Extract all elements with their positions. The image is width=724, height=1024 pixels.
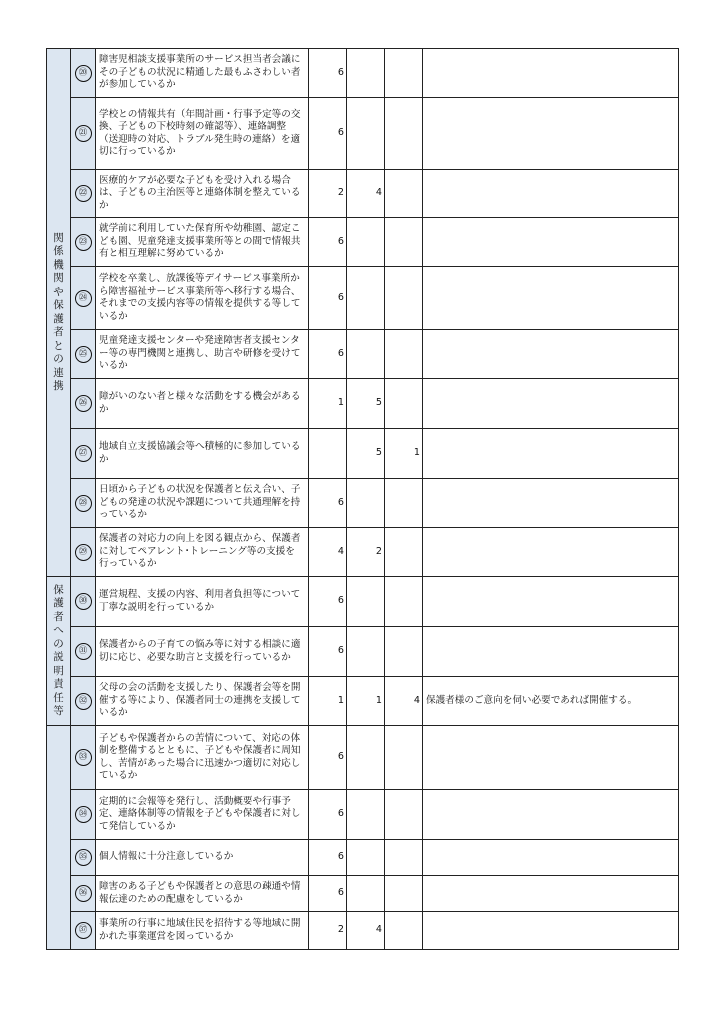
question-text: 学校との情報共有（年間計画・行事予定等の交換、子どもの下校時刻の確認等）、連絡調整（送迎時の対応、トラブル発生時の連絡）を適切に行っているか — [96, 98, 309, 170]
count-no — [385, 627, 423, 677]
item-number-cell — [71, 677, 96, 726]
count-yes: 6 — [309, 218, 347, 267]
improvement-note — [423, 479, 679, 528]
item-number-cell — [71, 49, 96, 98]
count-no: 4 — [385, 677, 423, 726]
question-text: 地域自立支援協議会等へ積極的に参加しているか — [96, 429, 309, 479]
count-yes: 6 — [309, 726, 347, 790]
item-number-cell — [71, 170, 96, 218]
section-label — [47, 49, 71, 577]
item-number-cell — [71, 330, 96, 379]
table-row — [47, 876, 679, 912]
table-row — [47, 840, 679, 876]
table-row — [47, 267, 679, 330]
count-neutral — [347, 49, 385, 98]
count-yes — [309, 429, 347, 479]
question-text: 事業所の行事に地域住民を招待する等地域に開かれた事業運営を図っているか — [96, 912, 309, 950]
item-number: ㉚ — [75, 593, 92, 610]
item-number: ㉔ — [75, 290, 92, 307]
count-yes: 6 — [309, 577, 347, 627]
improvement-note — [423, 726, 679, 790]
count-yes: 2 — [309, 912, 347, 950]
improvement-note — [423, 170, 679, 218]
count-no — [385, 528, 423, 577]
count-neutral — [347, 840, 385, 876]
question-text: 運営規程、支援の内容、利用者負担等について丁寧な説明を行っているか — [96, 577, 309, 627]
question-text: 障がいのない者と様々な活動をする機会があるか — [96, 379, 309, 429]
count-no — [385, 876, 423, 912]
item-number-cell — [71, 577, 96, 627]
item-number-cell — [71, 790, 96, 840]
item-number: ㉜ — [75, 693, 92, 710]
count-no — [385, 912, 423, 950]
count-no — [385, 98, 423, 170]
table-row — [47, 49, 679, 98]
count-neutral — [347, 479, 385, 528]
table-row — [47, 170, 679, 218]
item-number-cell — [71, 479, 96, 528]
count-no — [385, 577, 423, 627]
count-neutral — [347, 218, 385, 267]
count-yes: 6 — [309, 267, 347, 330]
count-neutral: 4 — [347, 170, 385, 218]
question-text: 日頃から子どもの状況を保護者と伝え合い、子どもの発達の状況や課題について共通理解を持っているか — [96, 479, 309, 528]
count-neutral — [347, 627, 385, 677]
count-yes: 4 — [309, 528, 347, 577]
count-no — [385, 479, 423, 528]
table-row — [47, 726, 679, 790]
item-number: ㊲ — [75, 922, 92, 939]
improvement-note — [423, 912, 679, 950]
question-text: 個人情報に十分注意しているか — [96, 840, 309, 876]
table-row — [47, 98, 679, 170]
item-number-cell — [71, 876, 96, 912]
table-row — [47, 330, 679, 379]
table-row — [47, 677, 679, 726]
improvement-note — [423, 267, 679, 330]
question-text: 障害児相談支援事業所のサービス担当者会議にその子どもの状況に精通した最もふさわしい者が参加しているか — [96, 49, 309, 98]
table-row — [47, 429, 679, 479]
section-label-text: 関係機関や保護者との連携 — [53, 231, 64, 392]
count-yes: 6 — [309, 98, 347, 170]
question-text: 就学前に利用していた保育所や幼稚園、認定こども園、児童発達支援事業所等との間で情報共有と相互理解に努めているか — [96, 218, 309, 267]
improvement-note — [423, 627, 679, 677]
improvement-note — [423, 379, 679, 429]
item-number: ㉝ — [75, 749, 92, 766]
count-neutral — [347, 876, 385, 912]
count-yes: 6 — [309, 479, 347, 528]
item-number-cell — [71, 429, 96, 479]
item-number-cell — [71, 912, 96, 950]
item-number: ㉛ — [75, 643, 92, 660]
count-neutral — [347, 267, 385, 330]
table-row — [47, 379, 679, 429]
question-text: 定期的に会報等を発行し、活動概要や行事予定、連絡体制等の情報を子どもや保護者に対して発信しているか — [96, 790, 309, 840]
section-label — [47, 577, 71, 726]
item-number-cell — [71, 726, 96, 790]
item-number-cell — [71, 840, 96, 876]
count-no — [385, 379, 423, 429]
improvement-note — [423, 49, 679, 98]
improvement-note: 保護者様のご意向を伺い必要であれば開催する。 — [423, 677, 679, 726]
count-yes: 6 — [309, 876, 347, 912]
improvement-note — [423, 577, 679, 627]
count-yes: 2 — [309, 170, 347, 218]
improvement-note — [423, 840, 679, 876]
improvement-note — [423, 218, 679, 267]
item-number: ㉟ — [75, 849, 92, 866]
table-row — [47, 627, 679, 677]
count-no: 1 — [385, 429, 423, 479]
table-row — [47, 577, 679, 627]
improvement-note — [423, 429, 679, 479]
question-text: 医療的ケアが必要な子どもを受け入れる場合は、子どもの主治医等と連絡体制を整えているか — [96, 170, 309, 218]
item-number: ㉖ — [75, 395, 92, 412]
question-text: 父母の会の活動を支援したり、保護者会等を開催する等により、保護者同士の連携を支援しているか — [96, 677, 309, 726]
table-row — [47, 790, 679, 840]
count-neutral: 5 — [347, 379, 385, 429]
count-yes: 1 — [309, 677, 347, 726]
count-no — [385, 218, 423, 267]
count-neutral — [347, 577, 385, 627]
item-number: ㊱ — [75, 885, 92, 902]
item-number-cell — [71, 267, 96, 330]
evaluation-table — [46, 48, 679, 950]
count-neutral — [347, 330, 385, 379]
item-number: ㉙ — [75, 544, 92, 561]
count-neutral: 5 — [347, 429, 385, 479]
section-label-text: 保護者への説明責任等 — [53, 583, 64, 717]
item-number: ⑳ — [75, 65, 92, 82]
table-row — [47, 912, 679, 950]
question-text: 児童発達支援センターや発達障害者支援センター等の専門機関と連携し、助言や研修を受けているか — [96, 330, 309, 379]
item-number: ㉑ — [75, 125, 92, 142]
count-yes: 6 — [309, 49, 347, 98]
count-yes: 6 — [309, 790, 347, 840]
improvement-note — [423, 528, 679, 577]
item-number-cell — [71, 528, 96, 577]
item-number-cell — [71, 379, 96, 429]
improvement-note — [423, 790, 679, 840]
count-yes: 1 — [309, 379, 347, 429]
table-row — [47, 218, 679, 267]
count-no — [385, 267, 423, 330]
table-row — [47, 479, 679, 528]
item-number-cell — [71, 627, 96, 677]
count-no — [385, 170, 423, 218]
section-label — [47, 726, 71, 950]
count-no — [385, 840, 423, 876]
count-neutral — [347, 98, 385, 170]
question-text: 保護者からの子育ての悩み等に対する相談に適切に応じ、必要な助言と支援を行っているか — [96, 627, 309, 677]
item-number: ㉗ — [75, 445, 92, 462]
improvement-note — [423, 876, 679, 912]
count-neutral: 4 — [347, 912, 385, 950]
count-no — [385, 49, 423, 98]
count-no — [385, 790, 423, 840]
count-yes: 6 — [309, 330, 347, 379]
count-neutral — [347, 726, 385, 790]
item-number: ㉘ — [75, 495, 92, 512]
question-text: 学校を卒業し、放課後等デイサービス事業所から障害福祉サービス事業所等へ移行する場合、それまでの支援内容等の情報を提供する等しているか — [96, 267, 309, 330]
item-number: ㉞ — [75, 806, 92, 823]
question-text: 障害のある子どもや保護者との意思の疎通や情報伝達のための配慮をしているか — [96, 876, 309, 912]
item-number: ㉕ — [75, 346, 92, 363]
count-yes: 6 — [309, 840, 347, 876]
count-yes: 6 — [309, 627, 347, 677]
question-text: 保護者の対応力の向上を図る観点から、保護者に対してペアレント･トレーニング等の支援を行っているか — [96, 528, 309, 577]
table-row — [47, 528, 679, 577]
count-neutral: 2 — [347, 528, 385, 577]
item-number-cell — [71, 98, 96, 170]
count-no — [385, 726, 423, 790]
count-neutral: 1 — [347, 677, 385, 726]
question-text: 子どもや保護者からの苦情について、対応の体制を整備するとともに、子どもや保護者に周知し、苦情があった場合に迅速かつ適切に対応しているか — [96, 726, 309, 790]
improvement-note — [423, 98, 679, 170]
item-number: ㉒ — [75, 185, 92, 202]
count-no — [385, 330, 423, 379]
item-number: ㉓ — [75, 234, 92, 251]
count-neutral — [347, 790, 385, 840]
improvement-note — [423, 330, 679, 379]
item-number-cell — [71, 218, 96, 267]
